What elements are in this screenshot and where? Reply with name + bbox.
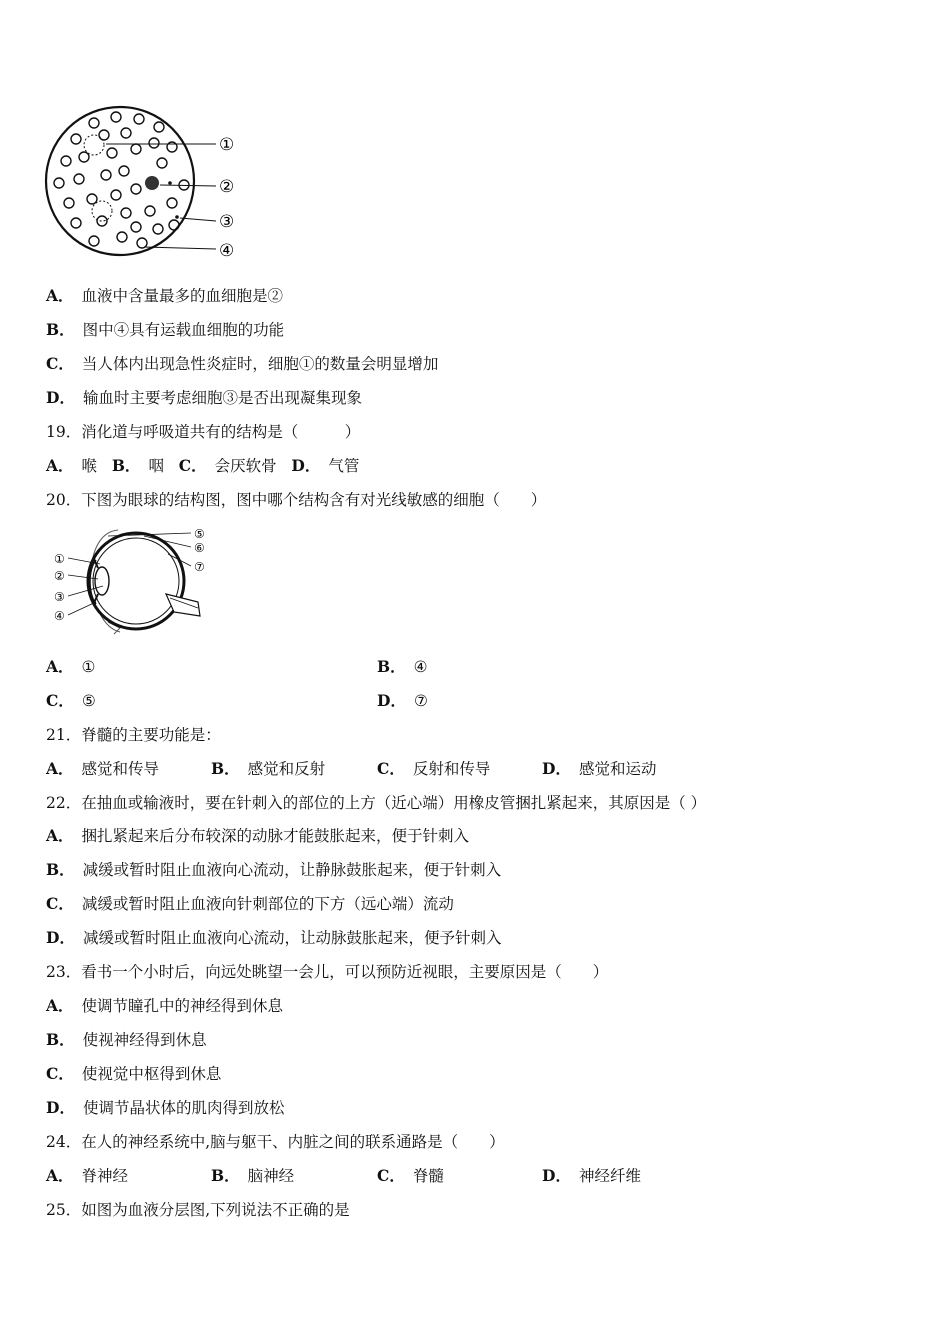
q19-options: A． 喉 B． 咽 C． 会厌软骨 D． 气管: [46, 456, 360, 475]
q23-option-a: A． 使调节瞳孔中的神经得到休息: [46, 996, 284, 1015]
eye-label-3: ③: [54, 590, 65, 604]
fig-label-3: ③: [219, 212, 235, 232]
q18-option-c: C． 当人体内出现急性炎症时，细胞①的数量会明显增加: [46, 354, 439, 373]
eye-label-2: ②: [54, 569, 65, 583]
q24-option-c: C． 脊髓: [377, 1166, 444, 1185]
q20-option-c: C． ⑤: [46, 691, 96, 710]
eye-label-5: ⑤: [194, 527, 205, 541]
q24-option-b: B． 脑神经: [211, 1166, 295, 1185]
q21-option-d: D． 感觉和运动: [542, 759, 657, 778]
blood-smear-figure: [44, 103, 244, 263]
q20-option-b: B． ④: [377, 657, 428, 676]
q23-stem: 23．看书一个小时后，向远处眺望一会儿，可以预防近视眼，主要原因是（ ）: [46, 963, 609, 981]
fig-label-2: ②: [219, 177, 235, 197]
eye-label-6: ⑥: [194, 541, 205, 555]
q22-option-c: C． 减缓或暂时阻止血液向针刺部位的下方（远心端）流动: [46, 894, 454, 913]
q21-option-a: A． 感觉和传导: [46, 759, 160, 778]
q18-option-a: A． 血液中含量最多的血细胞是②: [46, 286, 284, 305]
q23-option-c: C． 使视觉中枢得到休息: [46, 1064, 222, 1083]
q20-option-a: A． ①: [46, 657, 96, 676]
q22-option-d: D． 减缓或暂时阻止血液向心流动，让动脉鼓胀起来，便予针刺入: [46, 928, 502, 947]
fig-label-1: ①: [219, 135, 235, 155]
q22-stem: 22．在抽血或输液时，要在针刺入的部位的上方（近心端）用橡皮管捆扎紧起来，其原因是（ ）: [46, 794, 707, 812]
q19-stem: 19．消化道与呼吸道共有的结构是（ ）: [46, 423, 361, 441]
q21-option-b: B． 感觉和反射: [211, 759, 326, 778]
q25-stem: 25．如图为血液分层图,下列说法不正确的是: [46, 1201, 350, 1219]
q21-stem: 21．脊髓的主要功能是：: [46, 726, 221, 744]
eye-label-7: ⑦: [194, 560, 205, 574]
fig-label-4: ④: [219, 241, 235, 261]
eyeball-figure: [48, 524, 218, 639]
q23-option-d: D． 使调节晶状体的肌肉得到放松: [46, 1098, 285, 1117]
eye-label-4: ④: [54, 609, 65, 623]
q24-option-a: A． 脊神经: [46, 1166, 129, 1185]
q22-option-a: A． 捆扎紧起来后分布较深的动脉才能鼓胀起来，便于针刺入: [46, 826, 470, 845]
q24-stem: 24．在人的神经系统中,脑与躯干、内脏之间的联系通路是（ ）: [46, 1133, 505, 1151]
q22-option-b: B． 减缓或暂时阻止血液向心流动，让静脉鼓胀起来，便于针刺入: [46, 860, 502, 879]
q20-option-d: D． ⑦: [377, 691, 428, 710]
q23-option-b: B． 使视神经得到休息: [46, 1030, 207, 1049]
q20-stem: 20．下图为眼球的结构图，图中哪个结构含有对光线敏感的细胞（ ）: [46, 491, 547, 509]
eye-label-1: ①: [54, 552, 65, 566]
q18-option-d: D． 输血时主要考虑细胞③是否出现凝集现象: [46, 388, 362, 407]
q21-option-c: C． 反射和传导: [377, 759, 491, 778]
q24-option-d: D． 神经纤维: [542, 1166, 641, 1185]
q18-option-b: B． 图中④具有运载血细胞的功能: [46, 320, 285, 339]
